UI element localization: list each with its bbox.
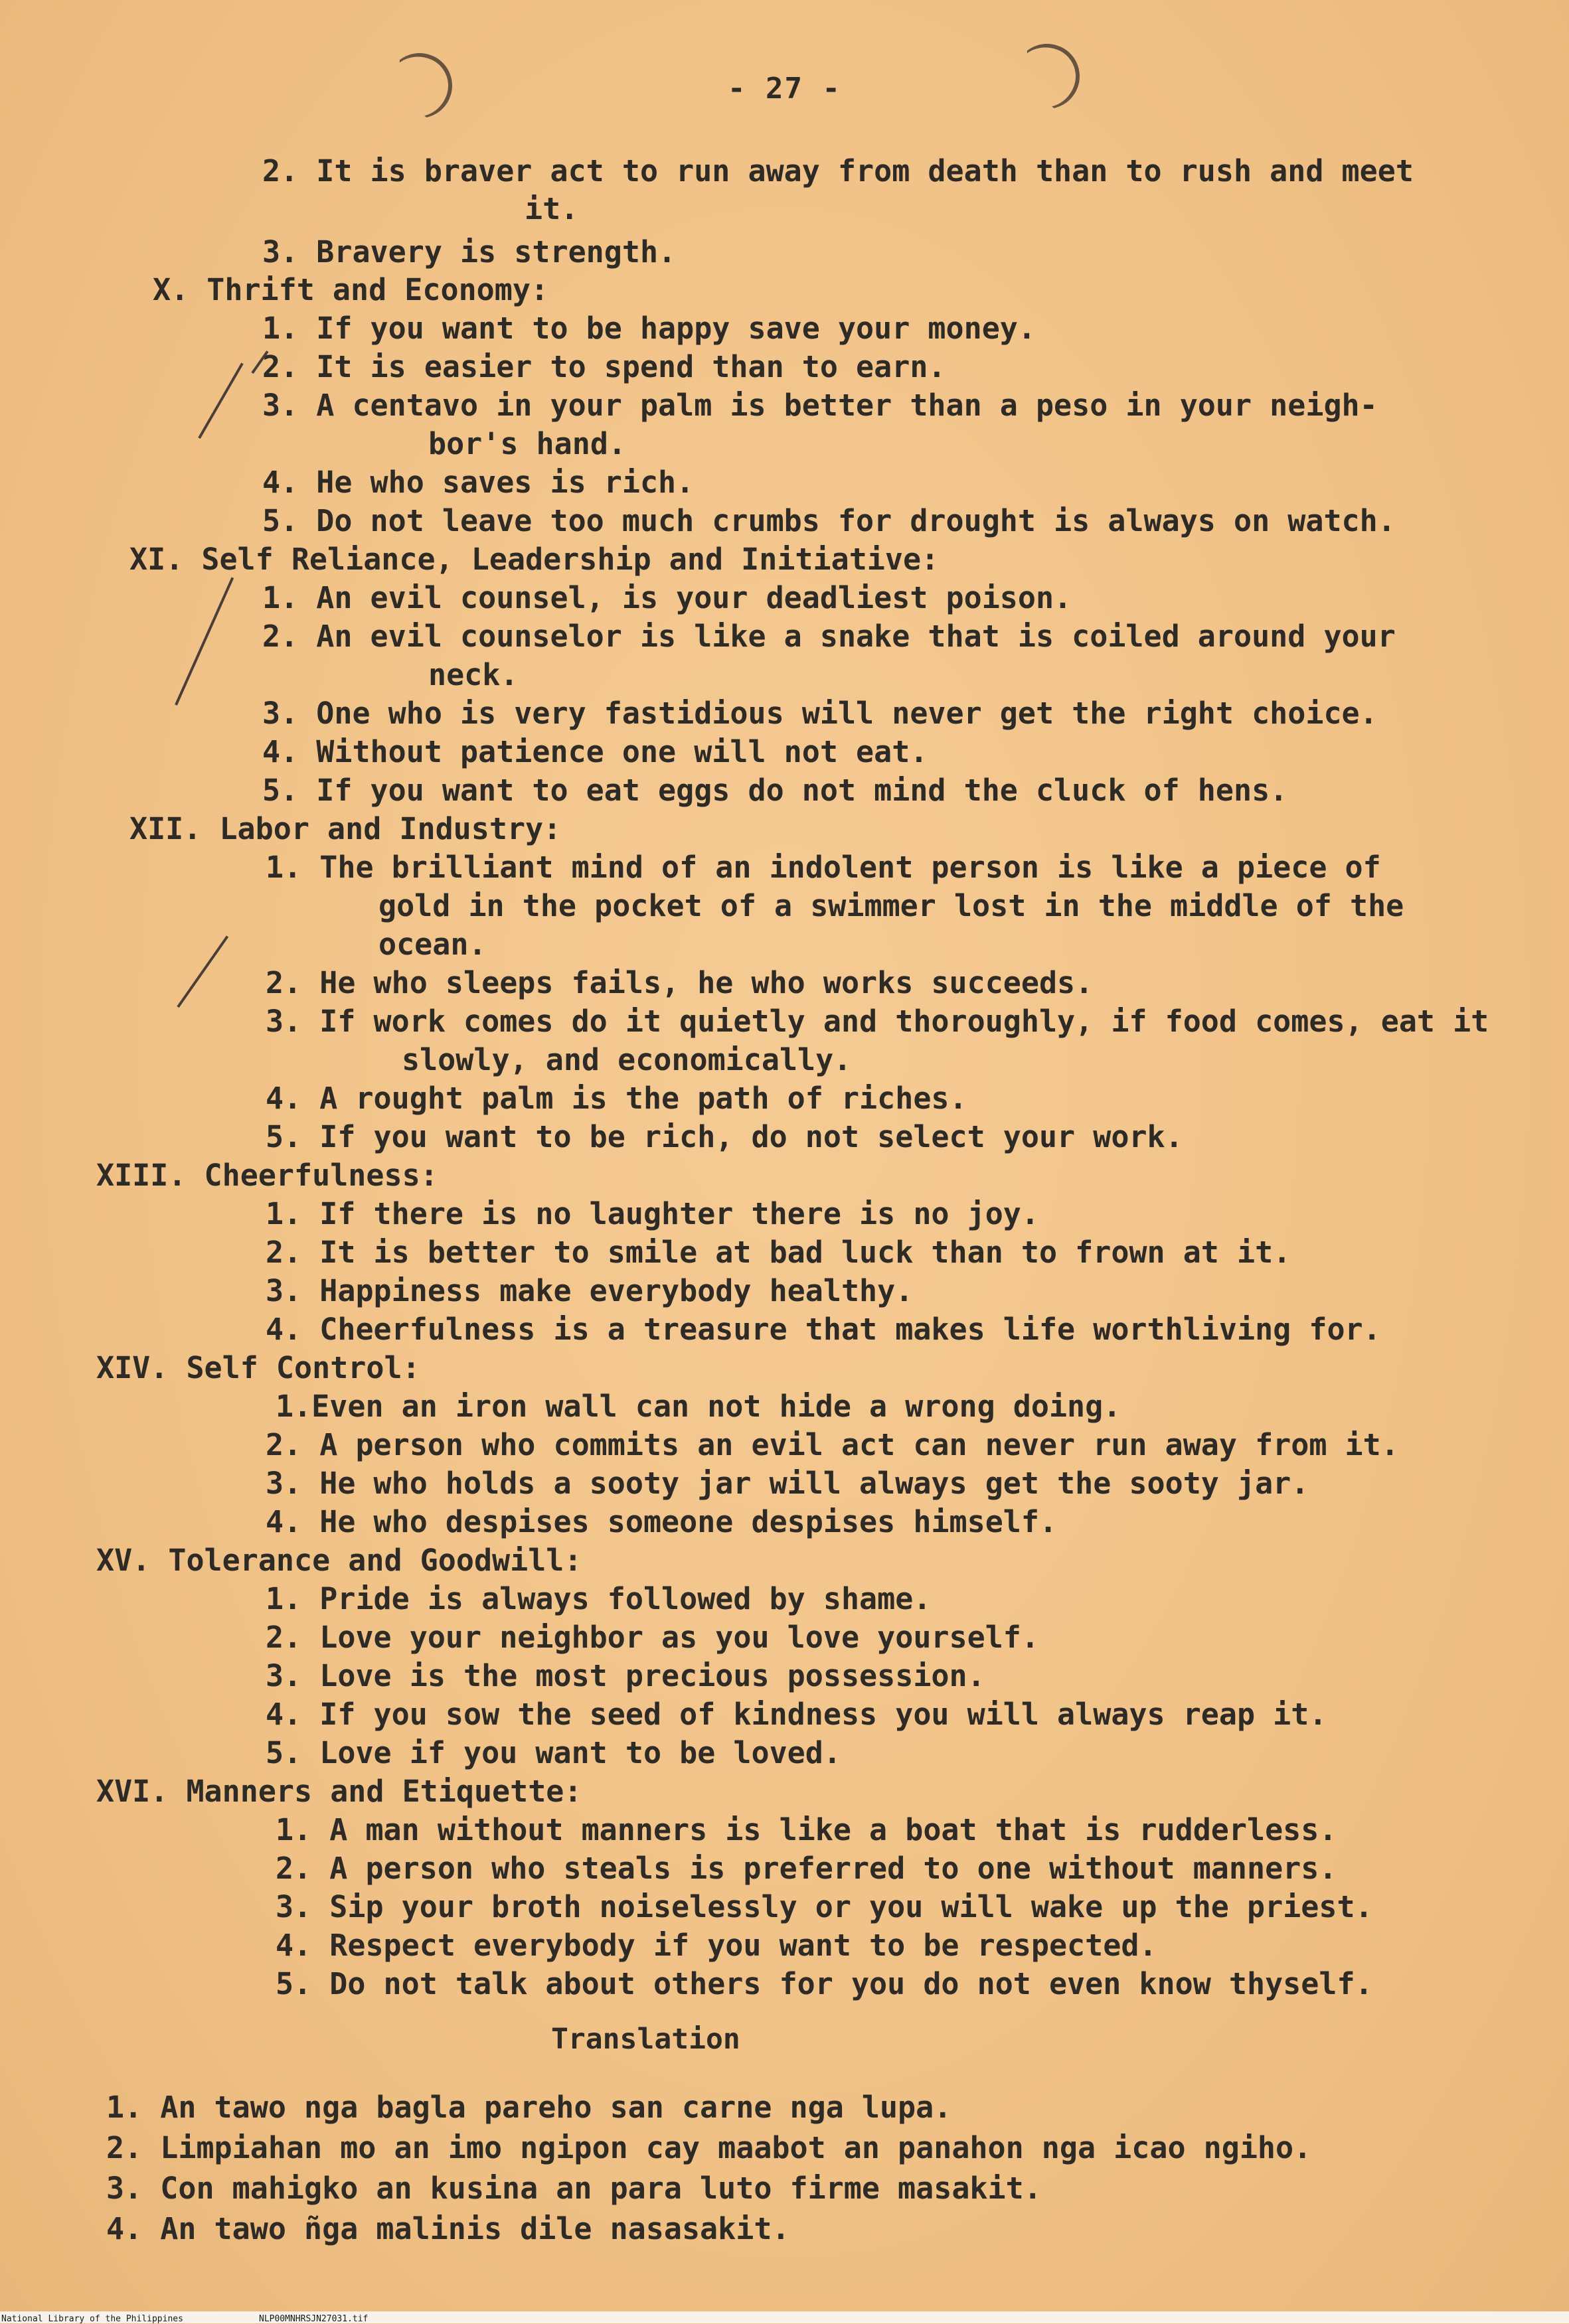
proverb-line: 3. One who is very fastidious will never get the right choice. [262,696,1378,731]
proverb-line: 2. An evil counselor is like a snake that is coiled around your [262,619,1396,654]
section-heading: XIII. Cheerfulness: [96,1158,438,1193]
proverb-line: 3. Happiness make everybody healthy. [266,1273,914,1308]
proverb-line: 2. A person who commits an evil act can never run away from it. [266,1427,1399,1462]
translation-line: 4. An tawo ñga malinis dile nasasakit. [106,2211,790,2246]
proverb-line: it. [525,191,579,226]
proverb-line: 4. A rought palm is the path of riches. [266,1081,967,1116]
section-heading: XVI. Manners and Etiquette: [96,1774,582,1809]
proverb-line: 1. The brilliant mind of an indolent person is like a piece of [266,850,1381,885]
proverb-line: 2. A person who steals is preferred to one without manners. [276,1851,1337,1886]
proverb-line: ocean. [378,927,487,962]
proverb-line: bor's hand. [428,426,627,461]
proverb-line: 5. If you want to be rich, do not select your work. [266,1119,1183,1154]
translation-line: 3. Con mahigko an kusina an para luto firme masakit. [106,2171,1042,2206]
proverb-line: 5. Do not talk about others for you do not even know thyself. [276,1966,1373,2001]
proverb-line: 5. If you want to eat eggs do not mind the cluck of hens. [262,773,1288,808]
proverb-line: slowly, and economically. [402,1042,852,1077]
proverb-line: 3. A centavo in your palm is better than a peso in your neigh- [262,388,1378,423]
translation-heading: Translation [551,2023,740,2056]
check-mark [198,362,243,439]
footer-filename: NLP00MNHRSJN27031.tif [259,2314,369,2324]
proverb-line: 1. If you want to be happy save your money. [262,311,1036,346]
proverb-line: 4. Without patience one will not eat. [262,734,928,769]
footer-library: National Library of the Philippines [1,2314,183,2324]
proverb-line: 4. He who saves is rich. [262,465,695,500]
section-heading: XIV. Self Control: [96,1350,420,1385]
proverb-line: neck. [428,657,519,692]
section-heading: XV. Tolerance and Goodwill: [96,1543,582,1578]
section-heading: X. Thrift and Economy: [153,272,549,307]
proverb-line: 3. If work comes do it quietly and thoroughly, if food comes, eat it [266,1004,1489,1039]
page-number: - 27 - [728,72,841,106]
proverb-line: 3. Bravery is strength. [262,234,677,270]
proverb-line: 3. Love is the most precious possession. [266,1658,985,1693]
proverb-line: 1. An evil counsel, is your deadliest poison. [262,580,1072,615]
proverb-line: 2. It is braver act to run away from death than to rush and meet [262,153,1414,189]
proverb-line: 4. He who despises someone despises himself. [266,1504,1058,1539]
translation-line: 1. An tawo nga bagla pareho san carne nga lupa. [106,2090,952,2125]
proverb-line: 1.Even an iron wall can not hide a wrong doing. [276,1389,1121,1424]
section-heading: XI. Self Reliance, Leadership and Initiative: [129,542,940,577]
proverb-line: 5. Do not leave too much crumbs for drought is always on watch. [262,503,1396,538]
section-heading: XII. Labor and Industry: [129,811,562,846]
translation-line: 2. Limpiahan mo an imo ngipon cay maabot an panahon nga icao ngiho. [106,2130,1312,2165]
proverb-line: 1. Pride is always followed by shame. [266,1581,932,1616]
proverb-line: 5. Love if you want to be loved. [266,1735,841,1770]
proverb-line: 2. It is better to smile at bad luck than to frown at it. [266,1235,1291,1270]
proverb-line: gold in the pocket of a swimmer lost in the middle of the [378,888,1404,923]
proverb-line: 3. He who holds a sooty jar will always get the sooty jar. [266,1466,1309,1501]
proverb-line: 2. He who sleeps fails, he who works succeeds. [266,965,1094,1000]
check-mark [175,577,234,705]
check-mark [177,935,228,1008]
footer-bar [0,2311,1569,2323]
proverb-line: 2. It is easier to spend than to earn. [262,349,946,384]
proverb-line: 4. Respect everybody if you want to be respected. [276,1928,1157,1963]
proverb-line: 2. Love your neighbor as you love yourself. [266,1620,1039,1655]
proverb-line: 4. If you sow the seed of kindness you will always reap it. [266,1697,1327,1732]
proverb-line: 1. A man without manners is like a boat that is rudderless. [276,1812,1337,1847]
proverb-line: 4. Cheerfulness is a treasure that makes life worthliving for. [266,1312,1381,1347]
proverb-line: 1. If there is no laughter there is no joy. [266,1196,1039,1231]
proverb-line: 3. Sip your broth noiselessly or you will wake up the priest. [276,1889,1373,1924]
